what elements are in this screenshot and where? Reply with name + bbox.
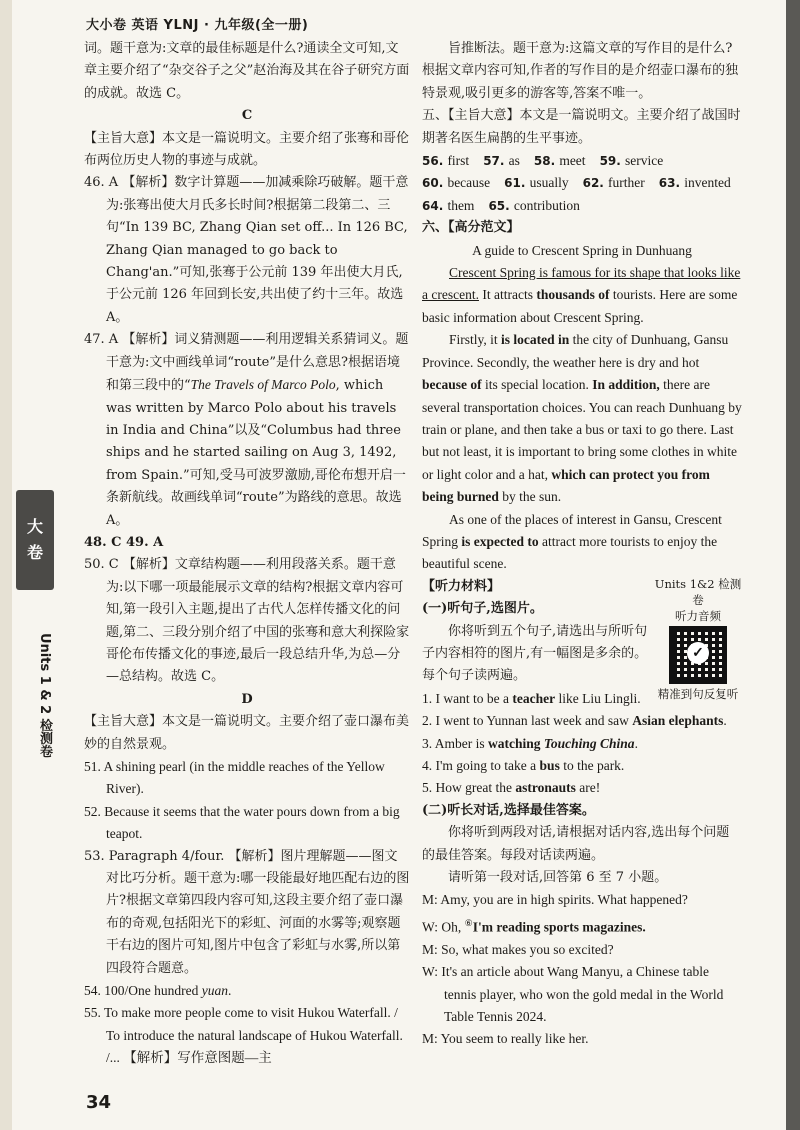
cloze-answer xyxy=(534,150,586,172)
sentence-2 xyxy=(422,710,742,732)
essay-text: there are several transportation choices. You can reach Dunhuang by train or plane, and then take a bus or taxi to go there. Last but not least, it is important to bring some clothes in white or light color and a hat, xyxy=(422,377,742,482)
sentence-text: 2. I went to Yunnan last week and saw xyxy=(422,713,633,729)
cloze-answer-number: 64. xyxy=(422,198,448,213)
cloze-answer-number: 59. xyxy=(599,154,625,169)
cloze-answer-word: further xyxy=(608,175,645,191)
dialogue-1-intro: 请听第一段对话,回答第 6 至 7 小题。 xyxy=(448,870,668,886)
essay-highlight: because of xyxy=(422,377,482,393)
dialogue-line-4: W: It's an article about Wang Manyu, a Chinese table tennis player, who won the gold medal in the World Table Tennis 2024. xyxy=(422,964,724,1024)
sentence-text: 3. Amber is xyxy=(422,735,488,751)
cloze-answer-word: invented xyxy=(684,175,731,191)
page-edge xyxy=(786,0,800,1130)
dialogue-line-5: M: You seem to really like her. xyxy=(422,1031,589,1047)
essay-text: its special location. xyxy=(481,377,593,393)
section-c-heading: C xyxy=(241,108,253,124)
cloze-answer-word: meet xyxy=(559,153,586,169)
listening-heading: 【听力材料】 xyxy=(422,578,501,594)
cloze-answer xyxy=(422,172,490,194)
cloze-answer xyxy=(583,172,645,194)
sentence-keyword: watching xyxy=(488,735,544,751)
sidebar-tab xyxy=(16,490,54,590)
essay-text: tourists. Here are some basic information about Crescent Spring. xyxy=(422,287,738,325)
sidebar-unit-label: Units 1 & 2 检测卷 xyxy=(37,632,52,758)
cloze-answer-number: 65. xyxy=(488,198,514,213)
cloze-answer xyxy=(483,150,520,172)
answer-45-tail: 词。题干意为:文章的最佳标题是什么?通读全文可知,文章主要介绍了“杂交谷子之父”赵治海及其在谷子研究方面的成就。故选 C。 xyxy=(84,41,410,101)
sentence-text: . xyxy=(723,713,727,729)
answer-51: 51. A shining pearl (in the middle reaches of the Yellow River). xyxy=(84,759,385,797)
sidebar-tab-bottom: 卷 xyxy=(26,543,43,562)
listening-part-2: (二)听长对话,选择最佳答案。 xyxy=(422,802,595,818)
answer-47-book-title: The Travels of Marco Polo xyxy=(190,377,336,393)
sentence-keyword: Touching China xyxy=(543,735,635,751)
answer-48-49: 48. C 49. A xyxy=(84,534,164,550)
cloze-answer xyxy=(504,172,568,194)
answer-53: 53. Paragraph 4/four. 【解析】图片理解题——图文对比巧分析。题干意为:哪一段能最好地匹配右边的图片?根据文章第四段内容可知,这段主要介绍了壶口瀑布的奇观,包括阳光下的彩虹、河面的水雾等;观察题干右边的图片可知,图片中包含了彩虹与水雾,所以第四段符合题意。 xyxy=(84,848,410,976)
qr-label-bottom: 精准到句反复听 xyxy=(657,686,739,701)
dialogue-text: W: Oh, xyxy=(422,919,465,935)
section-6-heading: 六、【高分范文】 xyxy=(422,220,520,236)
essay-paragraph-1 xyxy=(422,262,742,329)
essay-text: by the sun. xyxy=(498,489,562,505)
cloze-answer-word: as xyxy=(508,153,520,169)
unit-sidebar xyxy=(16,490,54,790)
cloze-answer xyxy=(659,172,731,194)
essay-title: A guide to Crescent Spring in Dunhuang xyxy=(472,242,692,258)
page-header: 大小卷 英语 YLNJ · 九年级(全一册) xyxy=(86,18,309,33)
sentence-keyword: Asian elephants xyxy=(632,713,724,729)
cloze-answer-word: contribution xyxy=(513,197,580,213)
section-c-main-idea: 【主旨大意】本文是一篇说明文。主要介绍了张骞和哥伦布两位历史人物的事迹与成就。 xyxy=(84,130,410,169)
sentence-text: 1. I want to be a xyxy=(422,690,513,706)
cloze-answer-number: 60. xyxy=(422,176,448,191)
check-icon: ✓ xyxy=(687,642,709,664)
essay-text: As one of the places of interest in Gansu, Crescent Spring xyxy=(422,511,722,549)
answer-47 xyxy=(84,329,410,532)
sentence-keyword: teacher xyxy=(512,690,556,706)
essay-highlight: which can protect you from being burned xyxy=(422,466,710,505)
essay-text: Firstly, it xyxy=(449,332,502,348)
sentence-text: 4. I'm going to take a xyxy=(422,758,540,773)
sentence-keyword: astronauts xyxy=(515,780,576,796)
essay-highlight: is located in xyxy=(501,332,570,348)
cloze-answer xyxy=(488,195,579,217)
section-5-main-idea: 五、【主旨大意】本文是一篇说明文。主要介绍了战国时期著名医生扁鹊的生平事迹。 xyxy=(422,108,741,146)
essay-highlight: is expected to xyxy=(461,533,539,549)
left-column xyxy=(84,38,410,1070)
qr-label-top: Units 1&2 检测卷 xyxy=(654,576,742,607)
cloze-answers xyxy=(422,150,742,217)
answer-54-part1: 54. 100/One hundred xyxy=(84,983,202,999)
cloze-answer-word: service xyxy=(625,153,664,169)
answer-54 xyxy=(84,980,410,1002)
page-gutter xyxy=(0,0,12,1130)
sentence-text: 5. How great the xyxy=(422,780,516,796)
cloze-answer-word: usually xyxy=(529,175,569,191)
listening-qr-block xyxy=(654,576,742,702)
answer-54-unit: yuan xyxy=(201,983,228,999)
essay-highlight: thousands of xyxy=(536,287,610,303)
right-column xyxy=(422,38,742,1051)
answer-46: 46. A 【解析】数字计算题——加减乘除巧破解。题干意为:张骞出使大月氏多长时间?根据第二段第二、三句“In 139 BC, Zhang Qian set off... In 126 BC, Zhang Qian managed to go back to Chang'an.”可知,张骞于公元前 139 年出使大月氏,于公元前 126 年回到长安,共出使了约十三年。故选 A。 xyxy=(84,175,409,325)
answer-50: 50. C 【解析】文章结构题——利用段落关系。题干意为:以下哪一项最能展示文章的结构?根据文章内容可知,第一段引入主题,提出了古代人怎样传播文化的问题,第二、三段分别介绍了中国的张骞和意大利探险家哥伦布传播文化的事迹,最后一段总结升华,为总—分—总结构。故选 C。 xyxy=(84,557,410,685)
dialogue-keyword: I'm reading sports magazines. xyxy=(472,919,646,935)
section-d-heading: D xyxy=(241,691,253,707)
sentence-keyword: bus xyxy=(539,758,560,773)
page-number: 34 xyxy=(86,1092,112,1113)
listening-part-2-instructions: 你将听到两段对话,请根据对话内容,选出每个问题的最佳答案。每段对话读两遍。 xyxy=(422,825,730,863)
essay-text: the city of Dunhuang, Gansu Province. Secondly, the weather here is dry and hot xyxy=(422,332,729,370)
listening-part-1: (一)听句子,选图片。 xyxy=(422,601,543,617)
answer-54-end: . xyxy=(227,983,232,999)
cloze-answer-number: 58. xyxy=(533,154,560,169)
essay-underlined-sentence: Crescent Spring is famous for its shape that looks like a crescent. xyxy=(422,265,741,303)
answer-55: 55. To make more people come to visit Hukou Waterfall. / To introduce the natural landscape of Hukou Waterfall. /... 【解析】写作意图题—主 xyxy=(84,1005,403,1066)
cloze-answer xyxy=(600,150,664,172)
essay-highlight: In addition, xyxy=(592,377,660,393)
listening-part-1-instructions: 你将听到五个句子,请选出与所听句子内容相符的图片,有一幅图是多余的。每个句子读两遍。 xyxy=(422,623,648,684)
qr-code-icon[interactable] xyxy=(669,626,727,684)
cloze-answer-number: 63. xyxy=(658,176,685,191)
cloze-answer-word: because xyxy=(447,175,491,191)
cloze-answer xyxy=(422,150,469,172)
essay-text: attract more tourists to enjoy the beautiful scene. xyxy=(422,533,718,572)
sentence-text: like Liu Lingli. xyxy=(555,690,641,706)
answer-47-part1: 47. A 【解析】词义猜测题——利用逻辑关系猜词义。题干意为:文中画线单词“route”是什么意思?根据语境和第三段中的“ xyxy=(84,332,409,394)
dialogue-line-1: M: Amy, you are in high spirits. What happened? xyxy=(422,892,688,908)
cloze-answer-word: them xyxy=(447,197,475,213)
essay-paragraph-2 xyxy=(422,329,742,508)
answer-55-tail: 旨推断法。题干意为:这篇文章的写作目的是什么?根据文章内容可知,作者的写作目的是介绍壶口瀑布的独特景观,吸引更多的游客等,答案不唯一。 xyxy=(422,41,739,101)
qr-label-mid: 听力音频 xyxy=(675,608,721,623)
dialogue-line-3: M: So, what makes you so excited? xyxy=(422,941,614,957)
answer-47-part2: , which was written by Marco Polo about his travels in India and China”以及“Columbus had three ships and he started sailing on Aug 3, 1492, from Spain.”可知,受马可波罗激励,哥伦布想开启一条新航线。故画线单词“route”为路线的意思。故选 A。 xyxy=(106,378,406,528)
cloze-answer-number: 56. xyxy=(422,154,448,169)
cloze-answer-number: 61. xyxy=(504,176,530,191)
answer-52: 52. Because it seems that the water pours down from a big teapot. xyxy=(84,803,400,842)
question-marker: ⑥ xyxy=(464,917,473,928)
sentence-5 xyxy=(422,777,742,799)
sidebar-tab-top: 大 xyxy=(26,517,43,536)
section-d-main-idea: 【主旨大意】本文是一篇说明文。主要介绍了壶口瀑布美妙的自然景观。 xyxy=(84,714,410,752)
sentence-text: . xyxy=(634,735,638,751)
essay-paragraph-3 xyxy=(422,509,742,576)
cloze-answer-number: 57. xyxy=(483,154,509,169)
cloze-answer-number: 62. xyxy=(582,176,609,191)
sentence-text: are! xyxy=(575,780,601,796)
sentence-3 xyxy=(422,733,742,755)
sentence-4 xyxy=(422,755,742,777)
cloze-answer-word: first xyxy=(447,153,470,169)
cloze-answer xyxy=(422,195,474,217)
essay-text: It attracts xyxy=(478,287,537,303)
dialogue-line-2 xyxy=(422,912,742,939)
sentence-text: to the park. xyxy=(559,758,625,773)
